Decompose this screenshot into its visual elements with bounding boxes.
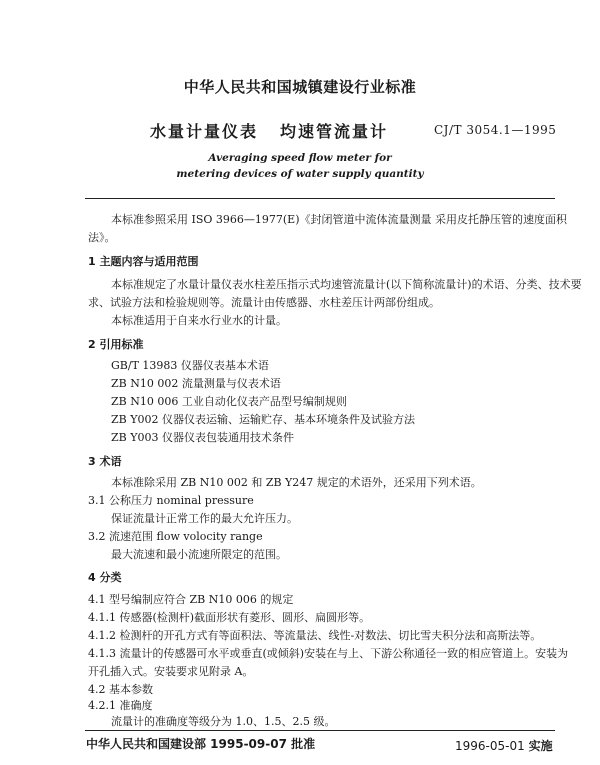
clause-4-2-1: 4.2.1 准确度 — [88, 699, 153, 712]
clause-4-1-1: 4.1.1 传感器(检测杆)截面形状有菱形、圆形、扁圆形等。 — [88, 611, 371, 624]
clause-4-1-3b: 开孔插入式。安装要求见附录 A。 — [88, 665, 254, 678]
document-title — [150, 119, 388, 142]
standard-number: CJ/T 3054.1—1995 — [434, 123, 557, 137]
top-divider — [85, 198, 555, 199]
clause-4-1-2: 4.1.2 检测杆的开孔方式有等面积法、等流量法、线性-对数法、切比雪夫积分法和高斯法等。 — [88, 629, 542, 642]
term-3-2-title: 3.2 流速范围 flow volocity range — [88, 530, 263, 543]
term-3-2-definition: 最大流速和最小流速所限定的范围。 — [111, 548, 287, 561]
reference-item: GB/T 13983 仪器仪表基本术语 — [111, 359, 269, 372]
english-title-line-2: metering devices of water supply quantity — [176, 168, 424, 180]
preface-line-1: 本标准参照采用 ISO 3966—1977(E)《封闭管道中流体流量测量 采用皮托静压管的速度面积 — [111, 213, 567, 226]
section-1-paragraph-2: 本标准适用于自来水行业水的计量。 — [111, 314, 287, 327]
bottom-divider — [85, 730, 555, 731]
reference-item: ZB N10 002 流量测量与仪表术语 — [111, 377, 281, 390]
term-3-1-title: 3.1 公称压力 nominal pressure — [88, 494, 254, 507]
english-title-line-1: Averaging speed flow meter for — [208, 152, 392, 164]
reference-item: ZB Y002 仪器仪表运输、运输贮存、基本环境条件及试验方法 — [111, 413, 415, 426]
clause-4-2-1-text: 流量计的准确度等级分为 1.0、1.5、2.5 级。 — [111, 715, 336, 728]
section-4-heading: 4 分类 — [88, 571, 122, 584]
section-1-heading: 1 主题内容与适用范围 — [88, 255, 199, 268]
clause-4-1-3a: 4.1.3 流量计的传感器可水平或垂直(或倾斜)安装在与上、下游公称通径一致的相应管道上。安装为 — [88, 647, 569, 660]
preface-line-2: 法》。 — [88, 231, 116, 244]
section-2-heading: 2 引用标准 — [88, 338, 144, 351]
section-3-intro: 本标准除采用 ZB N10 002 和 ZB Y247 规定的术语外，还采用下列术语。 — [111, 476, 482, 489]
section-1-paragraph-1b: 求、试验方法和检验规则等。流量计由传感器、水柱差压计两部份组成。 — [88, 296, 440, 309]
title-part-2: 均速管流量计 — [280, 122, 389, 141]
title-part-1: 水量计量仪表 — [150, 122, 259, 141]
section-3-heading: 3 术语 — [88, 455, 122, 468]
clause-4-1: 4.1 型号编制应符合 ZB N10 006 的规定 — [88, 593, 294, 606]
implementation-line — [455, 737, 553, 754]
clause-4-2: 4.2 基本参数 — [88, 683, 153, 696]
issuing-organization: 中华人民共和国城镇建设行业标准 — [183, 78, 417, 96]
reference-item: ZB N10 006 工业自动化仪表产品型号编制规则 — [111, 395, 347, 408]
term-3-1-definition: 保证流量计正常工作的最大允许压力。 — [111, 512, 298, 525]
implementation-date: 1996-05-01 — [455, 739, 525, 753]
reference-item: ZB Y003 仪器仪表包装通用技术条件 — [111, 431, 294, 444]
section-1-paragraph-1a: 本标准规定了水量计量仪表水柱差压指示式均速管流量计(以下简称流量计)的术语、分类、技术要 — [111, 278, 582, 291]
approval-line: 中华人民共和国建设部 1995-09-07 批准 — [86, 737, 316, 751]
implementation-label: 实施 — [528, 739, 553, 753]
